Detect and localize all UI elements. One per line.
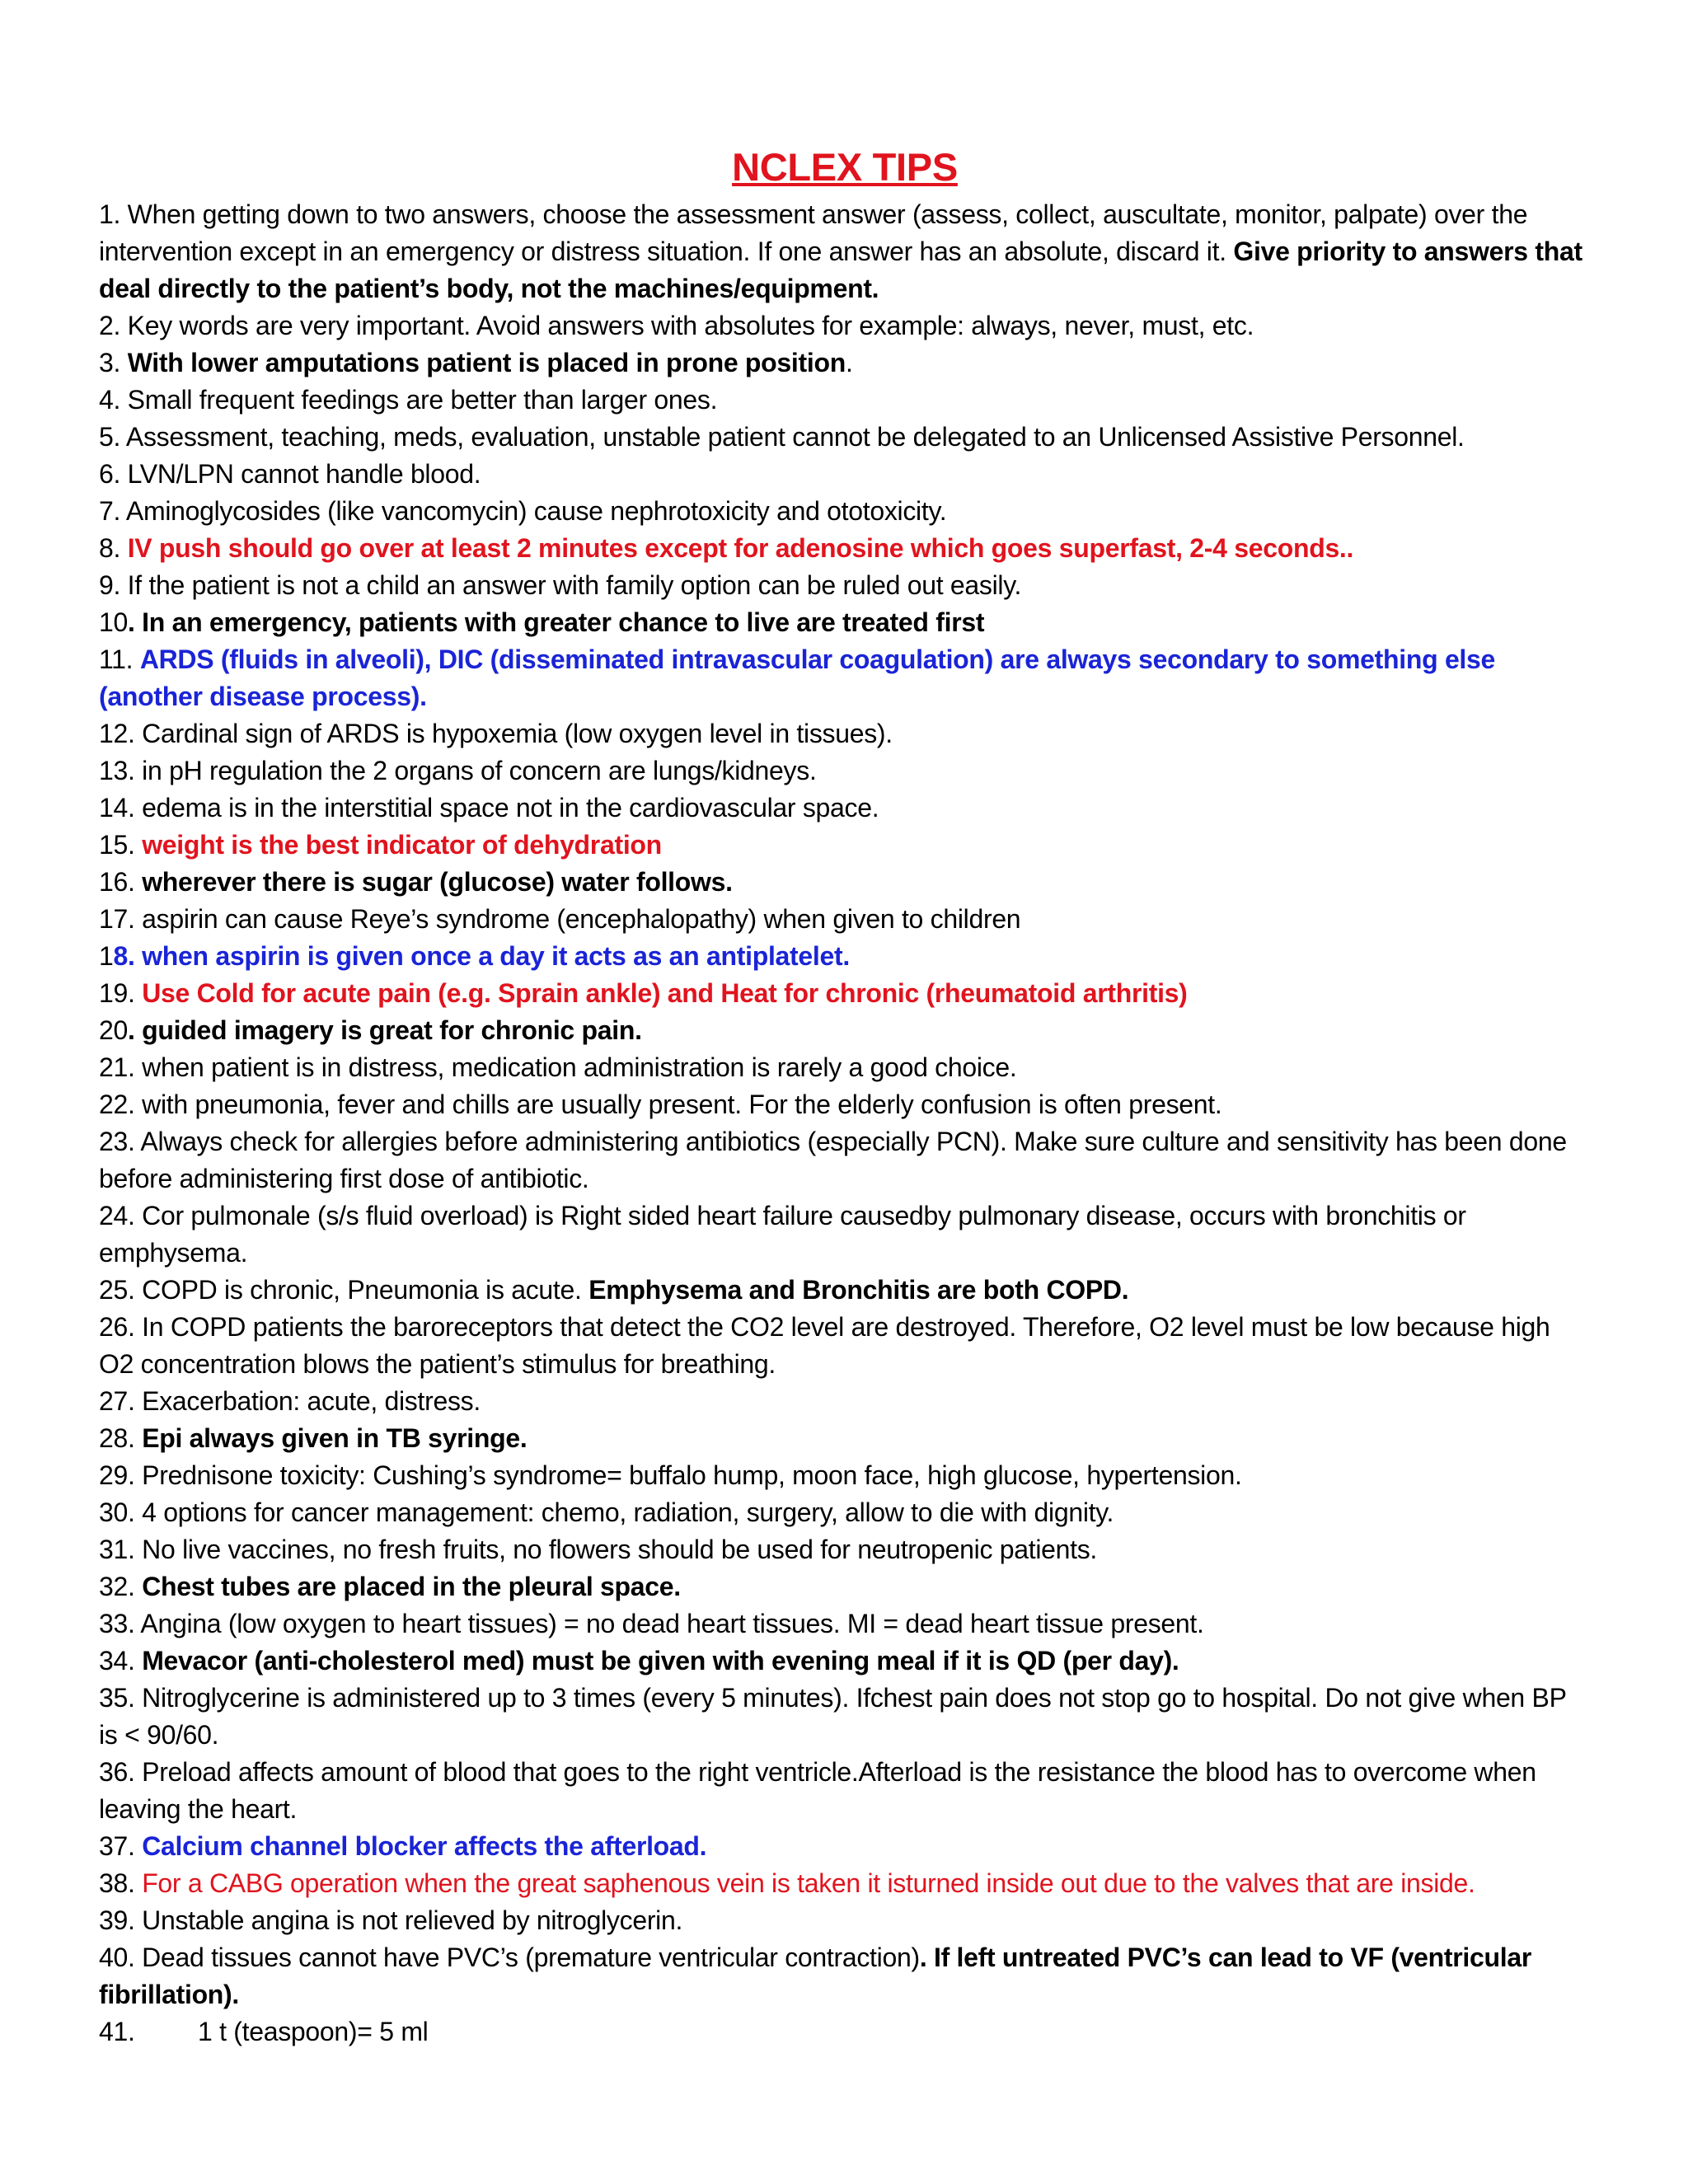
tip-item-6 <box>99 456 1591 493</box>
tip-40-segment: . If left untreated PVC’s can lead to VF (ventricular fibrillation). <box>99 1943 1532 2009</box>
tip-item-21 <box>99 1049 1591 1086</box>
tip-35-segment: 35. Nitroglycerine is administered up to 3 times (every 5 minutes). Ifchest pain does not stop go to hospital. Do not give when BP is < 90/60. <box>99 1683 1567 1750</box>
tip-16-segment: wherever there is sugar (glucose) water follows. <box>142 867 733 897</box>
tip-18-segment: 1 <box>99 941 114 971</box>
tip-36-segment: 36. Preload affects amount of blood that goes to the right ventricle.Afterload is the resistance the blood has to overcome when leaving the heart. <box>99 1757 1536 1824</box>
tip-4-segment: 4. Small frequent feedings are better than larger ones. <box>99 385 718 415</box>
tip-item-28 <box>99 1420 1591 1457</box>
tip-5-segment: 5. Assessment, teaching, meds, evaluation, unstable patient cannot be delegated to an Unlicensed Assistive Personnel. <box>99 422 1465 452</box>
tip-34-segment: 34. <box>99 1646 143 1675</box>
tip-20-segment: 20 <box>99 1015 128 1045</box>
page-title: NCLEX TIPS <box>732 145 958 189</box>
tip-item-7 <box>99 493 1591 530</box>
tip-item-24 <box>99 1197 1591 1272</box>
tip-item-20 <box>99 1012 1591 1049</box>
tip-17-segment: 17. aspirin can cause Reye’s syndrome (encephalopathy) when given to children <box>99 904 1021 934</box>
tip-item-1 <box>99 196 1591 307</box>
tip-19-segment: Use Cold for acute pain (e.g. Sprain ankle) and Heat for chronic (rheumatoid arthritis) <box>142 978 1188 1008</box>
tip-item-25 <box>99 1272 1591 1309</box>
tip-2-segment: 2. Key words are very important. Avoid answers with absolutes for example: always, never, must, etc. <box>99 311 1254 340</box>
tip-41-text: 1 t (teaspoon)= 5 ml <box>198 2017 429 2046</box>
tip-8-segment: IV push should go over at least 2 minutes except for adenosine which goes superfast, 2-4 seconds.. <box>127 533 1354 563</box>
tip-28-segment: 28. <box>99 1423 143 1453</box>
tip-item-17 <box>99 901 1591 938</box>
tip-18-segment: 8. when aspirin is given once a day it acts as an antiplatelet. <box>113 941 850 971</box>
tip-item-8 <box>99 530 1591 567</box>
tip-item-11 <box>99 641 1591 715</box>
tip-item-5 <box>99 419 1591 456</box>
tip-32-segment: 32. <box>99 1572 143 1601</box>
tip-28-segment: Epi always given in TB syringe. <box>142 1423 528 1453</box>
tip-11-segment: 11. <box>99 644 140 674</box>
tip-14-segment: 14. edema is in the interstitial space not in the cardiovascular space. <box>99 793 879 823</box>
document-page <box>99 138 1591 2050</box>
tip-38-segment: 38. <box>99 1868 143 1898</box>
tip-item-12 <box>99 715 1591 752</box>
tip-item-34 <box>99 1643 1591 1680</box>
tip-3-segment: With lower amputations patient is placed in prone position <box>127 348 846 377</box>
tip-item-41 <box>99 2013 1591 2050</box>
tip-24-segment: 24. Cor pulmonale (s/s fluid overload) is Right sided heart failure causedby pulmonary disease, occurs with bronchitis or emphysema. <box>99 1201 1466 1268</box>
tip-41-number: 41. <box>99 2017 135 2046</box>
tip-21-segment: 21. when patient is in distress, medication administration is rarely a good choice. <box>99 1052 1017 1082</box>
tip-item-16 <box>99 864 1591 901</box>
tip-item-26 <box>99 1309 1591 1383</box>
tip-12-segment: 12. Cardinal sign of ARDS is hypoxemia (low oxygen level in tissues). <box>99 719 893 748</box>
tip-40-segment: 40. Dead tissues cannot have PVC’s (premature ventricular contraction) <box>99 1943 920 1972</box>
tip-33-segment: 33. Angina (low oxygen to heart tissues) = no dead heart tissues. MI = dead heart tissue present. <box>99 1609 1204 1638</box>
tip-31-segment: 31. No live vaccines, no fresh fruits, no flowers should be used for neutropenic patients. <box>99 1535 1098 1564</box>
tip-3-segment: . <box>845 348 853 377</box>
tip-item-29 <box>99 1457 1591 1494</box>
tip-item-13 <box>99 752 1591 790</box>
tip-13-segment: 13. in pH regulation the 2 organs of concern are lungs/kidneys. <box>99 756 817 785</box>
tip-25-segment: 25. COPD is chronic, Pneumonia is acute. <box>99 1275 589 1305</box>
tip-10-segment: . In an emergency, patients with greater chance to live are treated first <box>128 607 985 637</box>
tip-item-18 <box>99 938 1591 975</box>
tip-item-32 <box>99 1568 1591 1605</box>
tip-32-segment: Chest tubes are placed in the pleural space. <box>142 1572 681 1601</box>
tip-7-segment: 7. Aminoglycosides (like vancomycin) cause nephrotoxicity and ototoxicity. <box>99 496 947 526</box>
tip-20-segment: . guided imagery is great for chronic pain. <box>128 1015 642 1045</box>
tip-37-segment: Calcium channel blocker affects the afterload. <box>142 1831 707 1861</box>
tip-6-segment: 6. LVN/LPN cannot handle blood. <box>99 459 481 489</box>
tip-item-39 <box>99 1902 1591 1939</box>
tip-26-segment: 26. In COPD patients the baroreceptors that detect the CO2 level are destroyed. Therefore, O2 level must be low because high O2 concentration blows the patient’s stimulus for breathing. <box>99 1312 1550 1379</box>
tip-10-segment: 10 <box>99 607 128 637</box>
tip-19-segment: 19. <box>99 978 143 1008</box>
tip-38-segment: For a CABG operation when the great saphenous vein is taken it isturned inside out due to the valves that are inside. <box>142 1868 1475 1898</box>
tip-item-27 <box>99 1383 1591 1420</box>
tip-item-35 <box>99 1680 1591 1754</box>
tip-item-10 <box>99 604 1591 641</box>
tip-1-segment: 1. When getting down to two answers, choose the assessment answer (assess, collect, auscultate, monitor, palpate) over the intervention except in an emergency or distress situation. If one answer has an absolute, discard it. <box>99 199 1528 266</box>
tip-item-22 <box>99 1086 1591 1123</box>
tip-34-segment: Mevacor (anti-cholesterol med) must be given with evening meal if it is QD (per day). <box>142 1646 1179 1675</box>
tip-item-3 <box>99 344 1591 382</box>
tip-29-segment: 29. Prednisone toxicity: Cushing’s syndrome= buffalo hump, moon face, high glucose, hypertension. <box>99 1460 1242 1490</box>
tip-item-36 <box>99 1754 1591 1828</box>
tip-22-segment: 22. with pneumonia, fever and chills are usually present. For the elderly confusion is often present. <box>99 1090 1222 1119</box>
tip-15-segment: 15. <box>99 830 143 860</box>
tip-item-15 <box>99 827 1591 864</box>
tip-item-30 <box>99 1494 1591 1531</box>
tip-11-segment: ARDS (fluids in alveoli), DIC (disseminated intravascular coagulation) are always secondary to something else (another disease process). <box>99 644 1496 711</box>
tip-16-segment: 16. <box>99 867 143 897</box>
tip-3-segment: 3. <box>99 348 128 377</box>
tip-item-19 <box>99 975 1591 1012</box>
tip-39-segment: 39. Unstable angina is not relieved by nitroglycerin. <box>99 1905 683 1935</box>
tip-item-14 <box>99 790 1591 827</box>
tip-37-segment: 37. <box>99 1831 143 1861</box>
tip-item-31 <box>99 1531 1591 1568</box>
tip-item-2 <box>99 307 1591 344</box>
tip-item-40 <box>99 1939 1591 2013</box>
tip-item-23 <box>99 1123 1591 1197</box>
tip-30-segment: 30. 4 options for cancer management: chemo, radiation, surgery, allow to die with dignity. <box>99 1497 1114 1527</box>
tip-item-38 <box>99 1865 1591 1902</box>
tip-1-segment: Give priority to answers that deal directly to the patient’s body, not the machines/equipment. <box>99 237 1582 303</box>
tip-8-segment: 8. <box>99 533 128 563</box>
tip-23-segment: 23. Always check for allergies before administering antibiotics (especially PCN). Make sure culture and sensitivity has been done before administering first dose of antibiotic. <box>99 1127 1567 1193</box>
tip-15-segment: weight is the best indicator of dehydration <box>142 830 662 860</box>
tip-25-segment: Emphysema and Bronchitis are both COPD. <box>588 1275 1129 1305</box>
tips-list <box>99 196 1591 2013</box>
tip-item-37 <box>99 1828 1591 1865</box>
tip-item-4 <box>99 382 1591 419</box>
tip-item-9 <box>99 567 1591 604</box>
tip-27-segment: 27. Exacerbation: acute, distress. <box>99 1386 481 1416</box>
tip-9-segment: 9. If the patient is not a child an answer with family option can be ruled out easily. <box>99 570 1022 600</box>
tip-item-33 <box>99 1605 1591 1643</box>
